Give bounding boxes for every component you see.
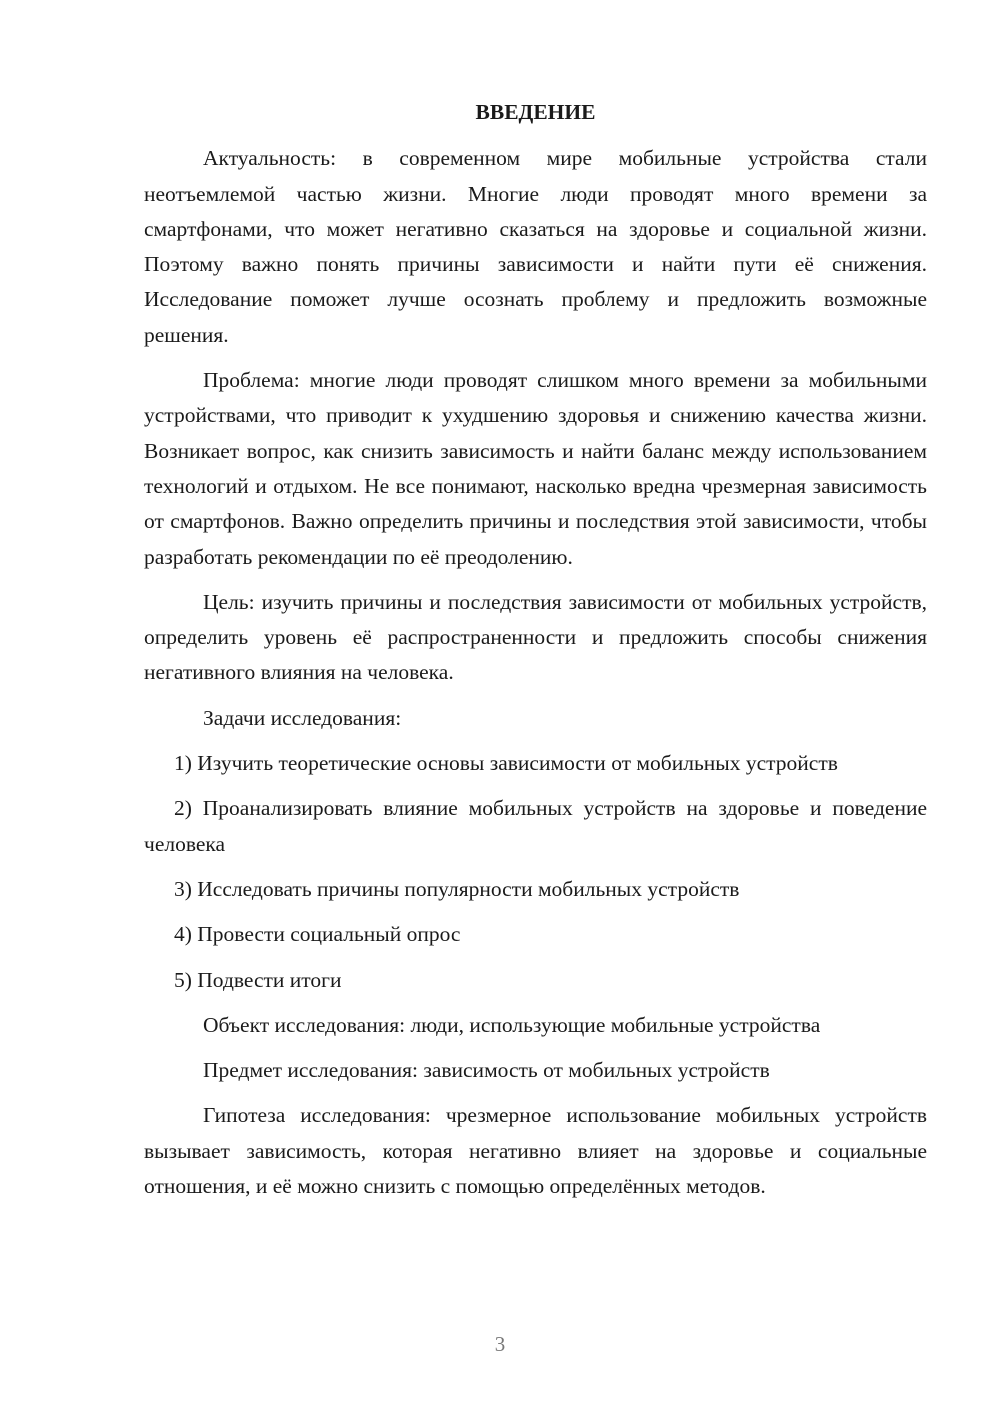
problem-paragraph: Проблема: многие люди проводят слишком много времени за мобильными устройствами, что приводит к ухудшению здоровья и снижению качества жизни. Возникает вопрос, как снизить зависимость и найти баланс между использованием технологий и отдыхом. Не все понимают, насколько вредна чрезмерная зависимость от смартфонов. Важно определить причины и последствия этой зависимости, чтобы разработать рекомендации по её преодолению. xyxy=(144,368,927,569)
subject-paragraph: Предмет исследования: зависимость от мобильных устройств xyxy=(203,1058,770,1083)
document-page xyxy=(144,95,927,1214)
section-title: ВВЕДЕНИЕ xyxy=(475,100,596,124)
page-number: 3 xyxy=(494,1332,506,1356)
task-item: 1) Изучить теоретические основы зависимости от мобильных устройств xyxy=(174,751,838,776)
goal-paragraph: Цель: изучить причины и последствия зависимости от мобильных устройств, определить уровень её распространенности и предложить способы снижения негативного влияния на человека. xyxy=(144,589,927,685)
hypothesis-paragraph: Гипотеза исследования: чрезмерное использование мобильных устройств вызывает зависимость, которая негативно влияет на здоровье и социальные отношения, и её можно снизить с помощью определённых методов. xyxy=(144,1103,927,1199)
tasks-heading: Задачи исследования: xyxy=(203,705,402,730)
task-item: 5) Подвести итоги xyxy=(174,967,342,992)
task-item: 4) Провести социальный опрос xyxy=(174,922,461,947)
task-item: 3) Исследовать причины популярности мобильных устройств xyxy=(174,876,740,901)
task-item: 2) Проанализировать влияние мобильных устройств на здоровье и поведение человека xyxy=(144,796,927,856)
relevance-paragraph: Актуальность: в современном мире мобильные устройства стали неотъемлемой частью жизни. Многие люди проводят много времени за смартфонами, что может негативно сказаться на здоровье и социальной жизни. Поэтому важно понять причины зависимости и найти пути её снижения. Исследование поможет лучше осознать проблему и предложить возможные решения. xyxy=(144,146,927,347)
object-paragraph: Объект исследования: люди, использующие мобильные устройства xyxy=(203,1012,821,1037)
